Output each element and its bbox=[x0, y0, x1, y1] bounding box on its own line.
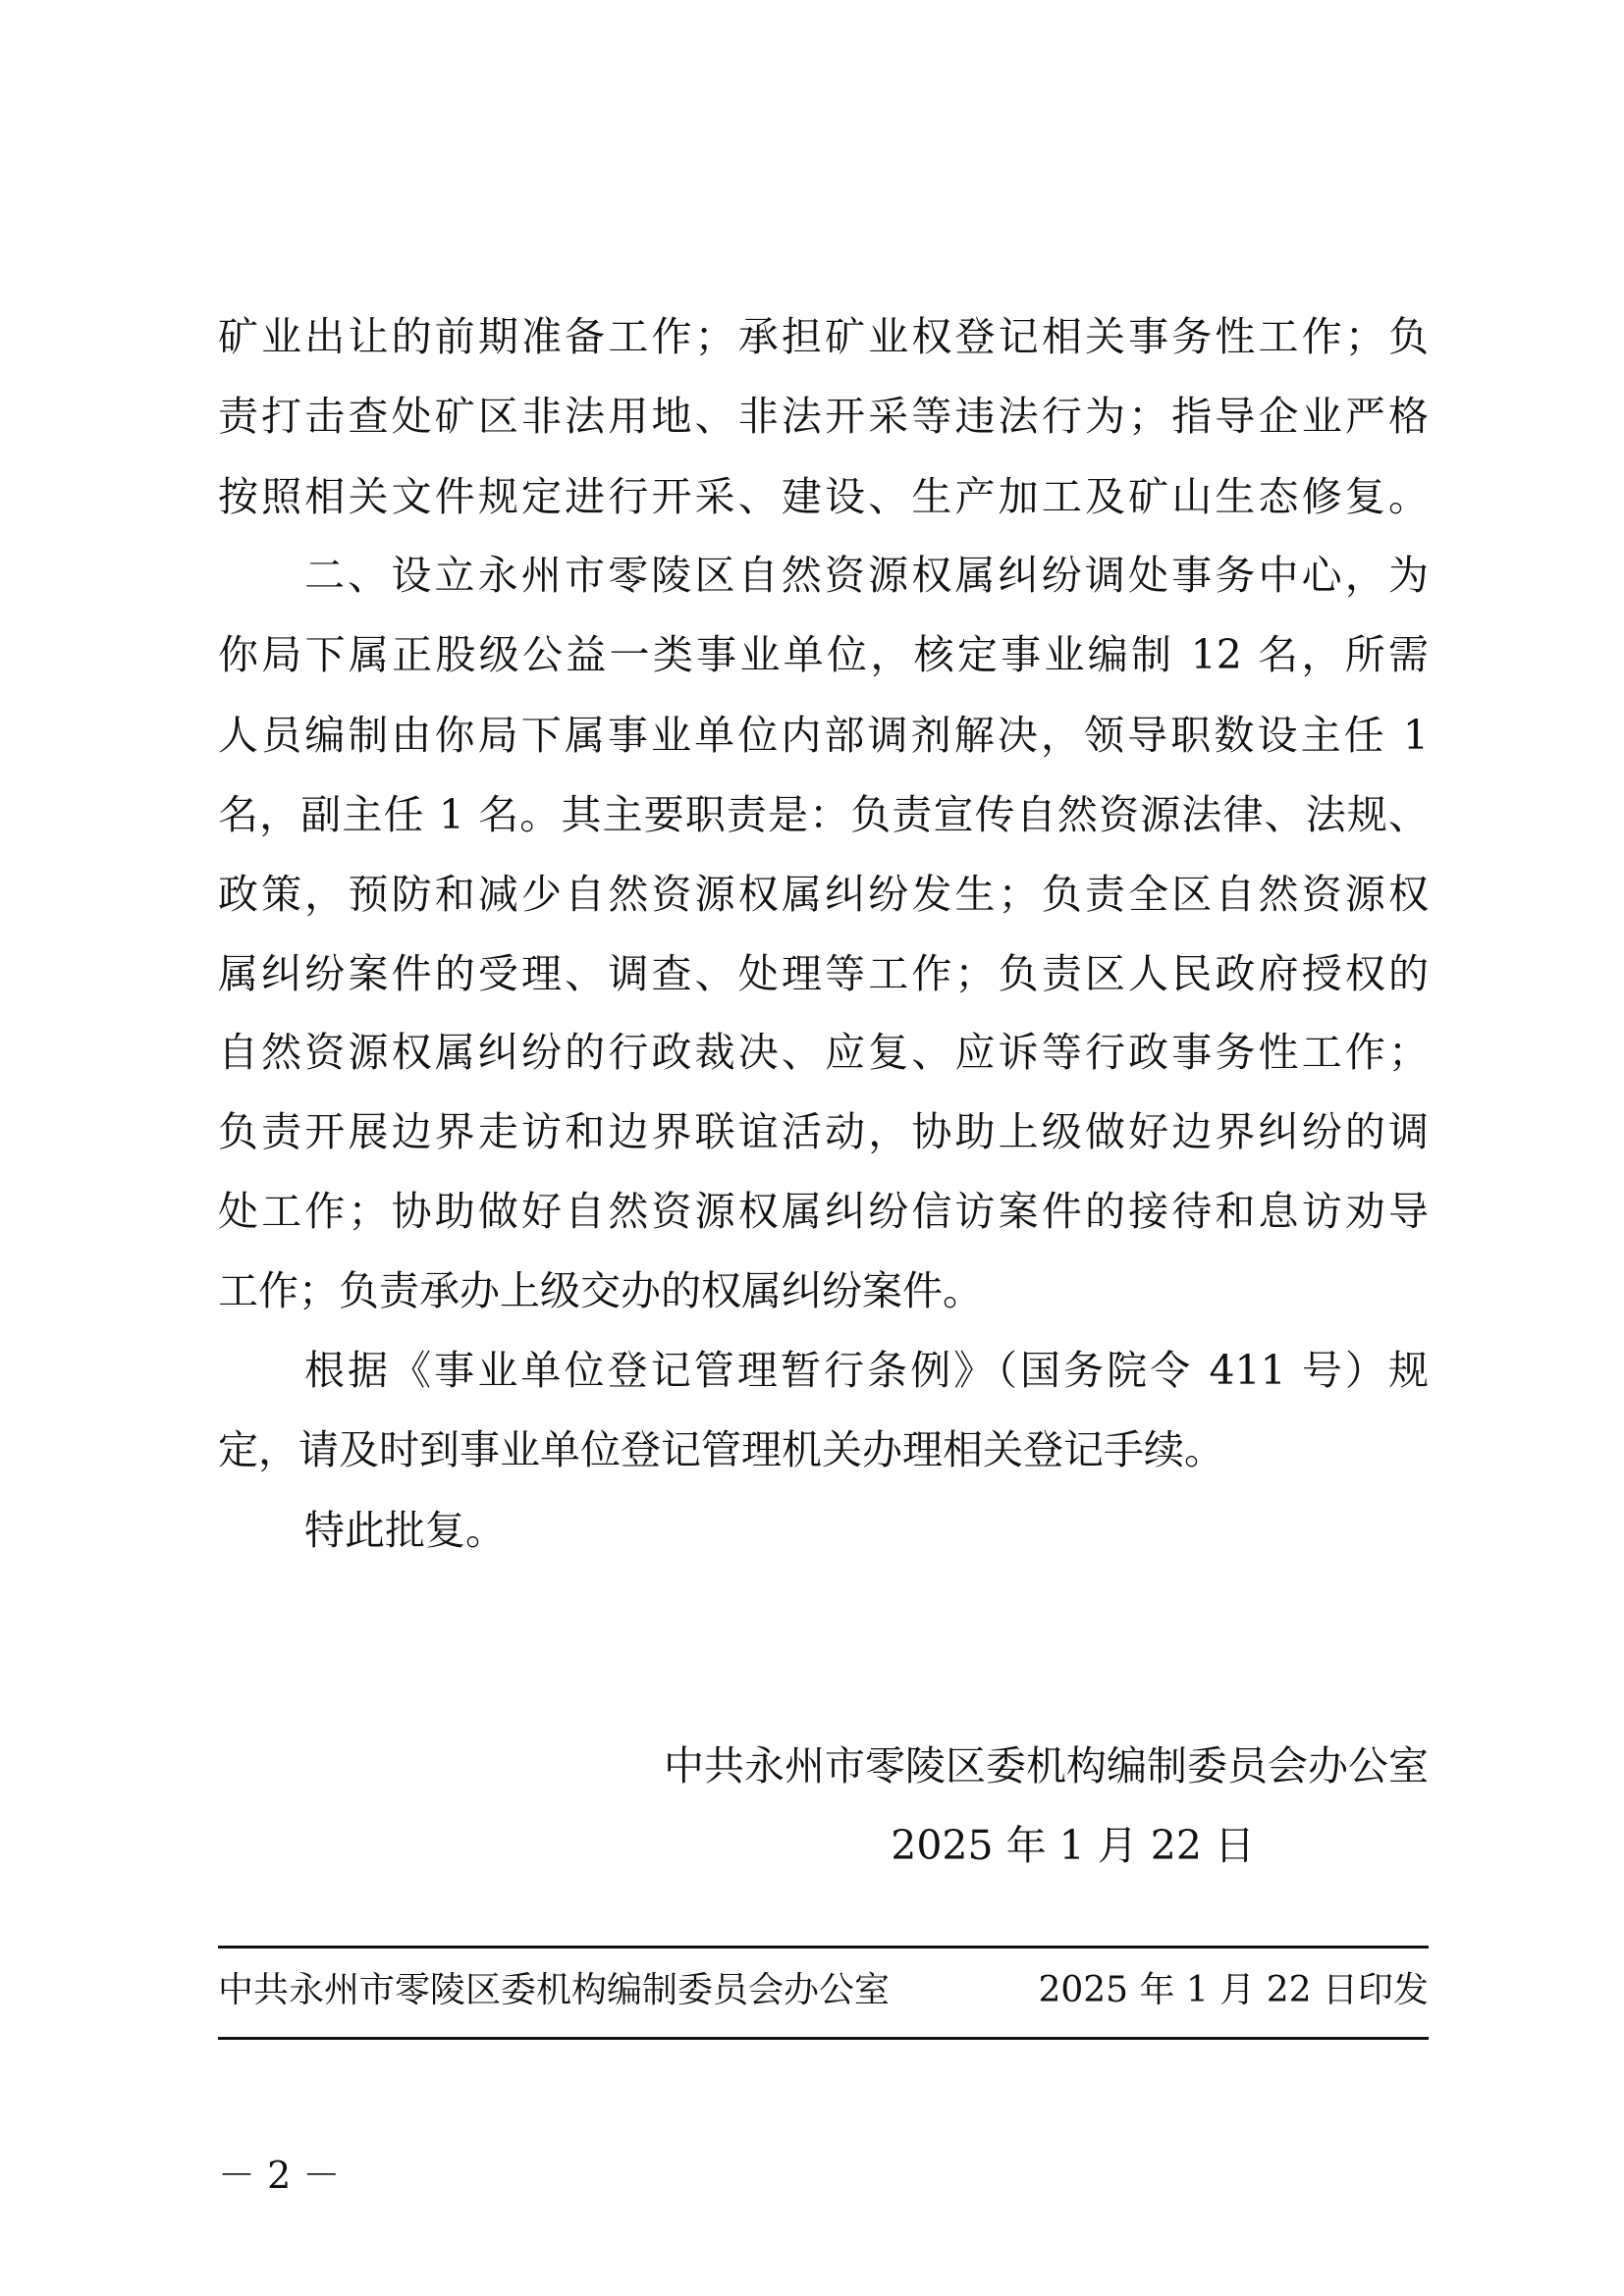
footer-issuer: 中共永州市零陵区委机构编制委员会办公室 bbox=[218, 1970, 891, 2010]
signature-organization: 中共永州市零陵区委机构编制委员会办公室 bbox=[664, 1742, 1429, 1789]
footer-issue-date: 2025 年 1 月 22 日印发 bbox=[1038, 1970, 1429, 2010]
body-line: 处工作；协助做好自然资源权属纠纷信访案件的接待和息访劝导 bbox=[218, 1188, 1429, 1235]
body-line: 名，副主任 1 名。其主要职责是：负责宣传自然资源法律、法规、 bbox=[218, 791, 1429, 838]
body-line: 责打击查处矿区非法用地、非法开采等违法行为；指导企业严格 bbox=[218, 393, 1429, 440]
body-line: 工作；负责承办上级交办的权属纠纷案件。 bbox=[218, 1267, 983, 1314]
body-line: 定，请及时到事业单位登记管理机关办理相关登记手续。 bbox=[218, 1426, 1224, 1473]
page-number: － 2 － bbox=[218, 2154, 341, 2197]
body-line: 负责开展边界走访和边界联谊活动，协助上级做好边界纠纷的调 bbox=[218, 1108, 1429, 1155]
body-line: 自然资源权属纠纷的行政裁决、应复、应诉等行政事务性工作； bbox=[218, 1029, 1429, 1076]
signature-date: 2025 年 1 月 22 日 bbox=[891, 1822, 1255, 1869]
body-line: 按照相关文件规定进行开采、建设、生产加工及矿山生态修复。 bbox=[218, 473, 1429, 520]
body-line: 你局下属正股级公益一类事业单位，核定事业编制 12 名，所需 bbox=[218, 631, 1429, 678]
body-line: 矿业出让的前期准备工作；承担矿业权登记相关事务性工作；负 bbox=[218, 313, 1429, 360]
footer-bottom-rule bbox=[218, 2037, 1429, 2040]
body-line: 人员编制由你局下属事业单位内部调剂解决，领导职数设主任 1 bbox=[218, 712, 1429, 759]
body-line: 政策，预防和减少自然资源权属纠纷发生；负责全区自然资源权 bbox=[218, 871, 1429, 918]
body-line: 属纠纷案件的受理、调查、处理等工作；负责区人民政府授权的 bbox=[218, 950, 1429, 997]
body-line: 根据《事业单位登记管理暂行条例》（国务院令 411 号）规 bbox=[304, 1347, 1429, 1394]
body-line: 特此批复。 bbox=[304, 1507, 506, 1554]
footer-top-rule bbox=[218, 1946, 1429, 1949]
body-line: 二、设立永州市零陵区自然资源权属纠纷调处事务中心，为 bbox=[304, 552, 1429, 599]
